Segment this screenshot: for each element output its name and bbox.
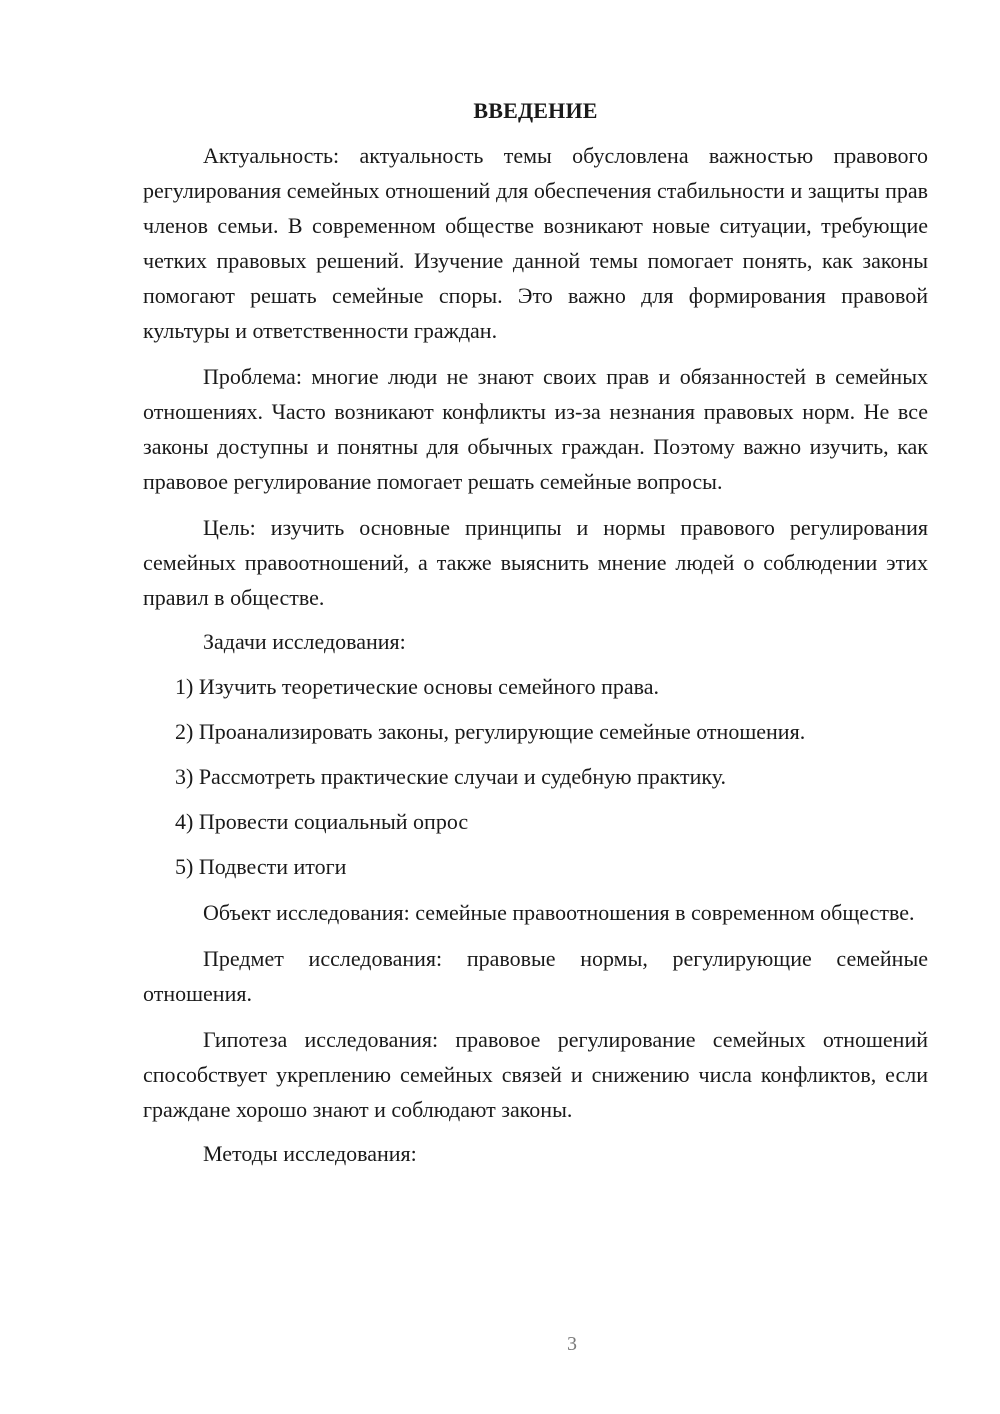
- page-number: 3: [567, 1333, 577, 1355]
- page-title: ВВЕДЕНИЕ: [473, 98, 598, 123]
- paragraph-relevance: Актуальность: актуальность темы обусловлена важностью правового регулирования семейных отношений для обеспечения стабильности и защиты прав членов семьи. В современном обществе возникают новые ситуации, требующие четких правовых решений. Изучение данной темы помогает понять, как законы помогают решать семейные споры. Это важно для формирования правовой культуры и ответственности граждан.: [143, 143, 928, 343]
- methods-heading: Методы исследования:: [203, 1141, 417, 1166]
- document-page: [143, 95, 928, 1171]
- task-item-1: 1) Изучить теоретические основы семейного права.: [175, 674, 659, 699]
- paragraph-problem: Проблема: многие люди не знают своих прав и обязанностей в семейных отношениях. Часто возникают конфликты из-за незнания правовых норм. Не все законы доступны и понятны для обычных граждан. Поэтому важно изучить, как правовое регулирование помогает решать семейные вопросы.: [143, 364, 928, 494]
- tasks-heading: Задачи исследования:: [203, 629, 406, 654]
- task-item-3: 3) Рассмотреть практические случаи и судебную практику.: [175, 764, 727, 789]
- paragraph-subject: Предмет исследования: правовые нормы, регулирующие семейные отношения.: [143, 946, 928, 1006]
- task-item-4: 4) Провести социальный опрос: [175, 809, 469, 834]
- task-item-5: 5) Подвести итоги: [175, 854, 347, 879]
- paragraph-hypothesis: Гипотеза исследования: правовое регулирование семейных отношений способствует укреплению семейных связей и снижению числа конфликтов, если граждане хорошо знают и соблюдают законы.: [143, 1027, 928, 1122]
- paragraph-goal: Цель: изучить основные принципы и нормы правового регулирования семейных правоотношений, а также выяснить мнение людей о соблюдении этих правил в обществе.: [143, 515, 928, 610]
- task-item-2: 2) Проанализировать законы, регулирующие семейные отношения.: [175, 719, 806, 744]
- paragraph-object: Объект исследования: семейные правоотношения в современном обществе.: [203, 900, 915, 925]
